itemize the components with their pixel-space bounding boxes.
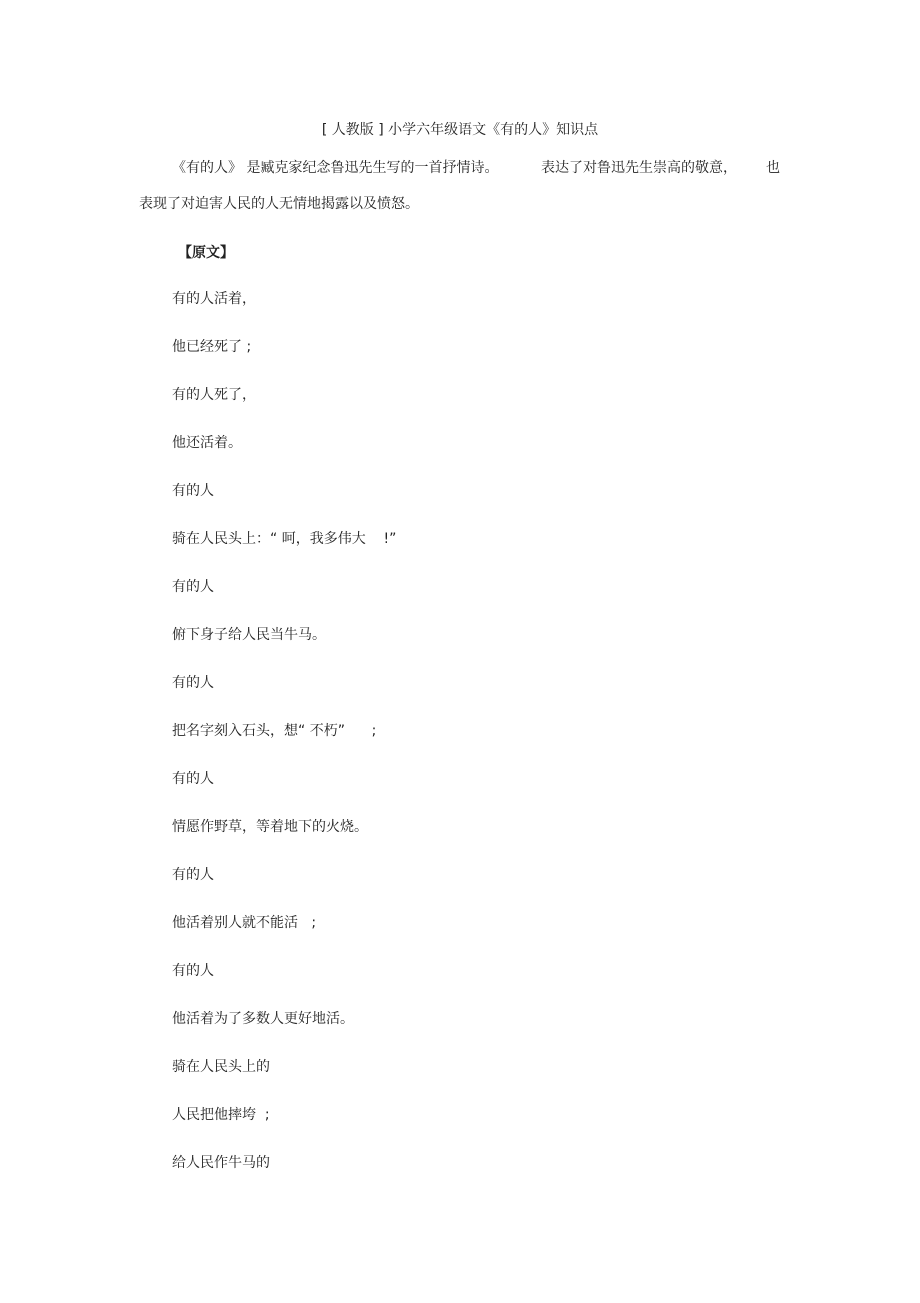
poem-line: 俯下身子给人民当牛马。: [172, 627, 326, 643]
intro-text-part-3: 也: [766, 160, 780, 176]
document-title: [ 人教版 ] 小学六年级语文《有的人》知识点: [321, 122, 599, 138]
poem-line: 有的人: [172, 675, 214, 691]
poem-line: 他已经死了 ;: [172, 339, 252, 355]
poem-line: 有的人: [172, 867, 214, 883]
poem-line: 人民把他摔垮 ;: [172, 1107, 270, 1123]
poem-line: 他还活着。: [172, 435, 242, 451]
section-heading-original-text: 【原文】: [178, 245, 234, 261]
poem-line: 有的人死了，: [172, 387, 256, 403]
intro-text-part-4: 表现了对迫害人民的人无情地揭露以及愤怒。: [139, 196, 419, 212]
poem-body: [172, 290, 396, 1202]
poem-line: 有的人活着，: [172, 291, 256, 307]
poem-line: 把名字刻入石头，想“ 不朽” ;: [172, 723, 377, 739]
poem-line: 有的人: [172, 963, 214, 979]
poem-line: 他活着别人就不能活 ;: [172, 915, 317, 931]
intro-text-part-2: 表达了对鲁迅先生崇高的敬意，: [541, 160, 737, 176]
poem-line: 他活着为了多数人更好地活。: [172, 1011, 354, 1027]
poem-line: 有的人: [172, 483, 214, 499]
poem-line: 有的人: [172, 771, 214, 787]
poem-line: 给人民作牛马的: [172, 1155, 270, 1171]
poem-line: 骑在人民头上的: [172, 1059, 270, 1075]
poem-line: 骑在人民头上：“ 呵，我多伟大 !”: [172, 531, 397, 547]
poem-line: 情愿作野草，等着地下的火烧。: [172, 819, 368, 835]
intro-text-part-1: 《有的人》 是臧克家纪念鲁迅先生写的一首抒情诗。: [172, 160, 499, 176]
poem-line: 有的人: [172, 579, 214, 595]
